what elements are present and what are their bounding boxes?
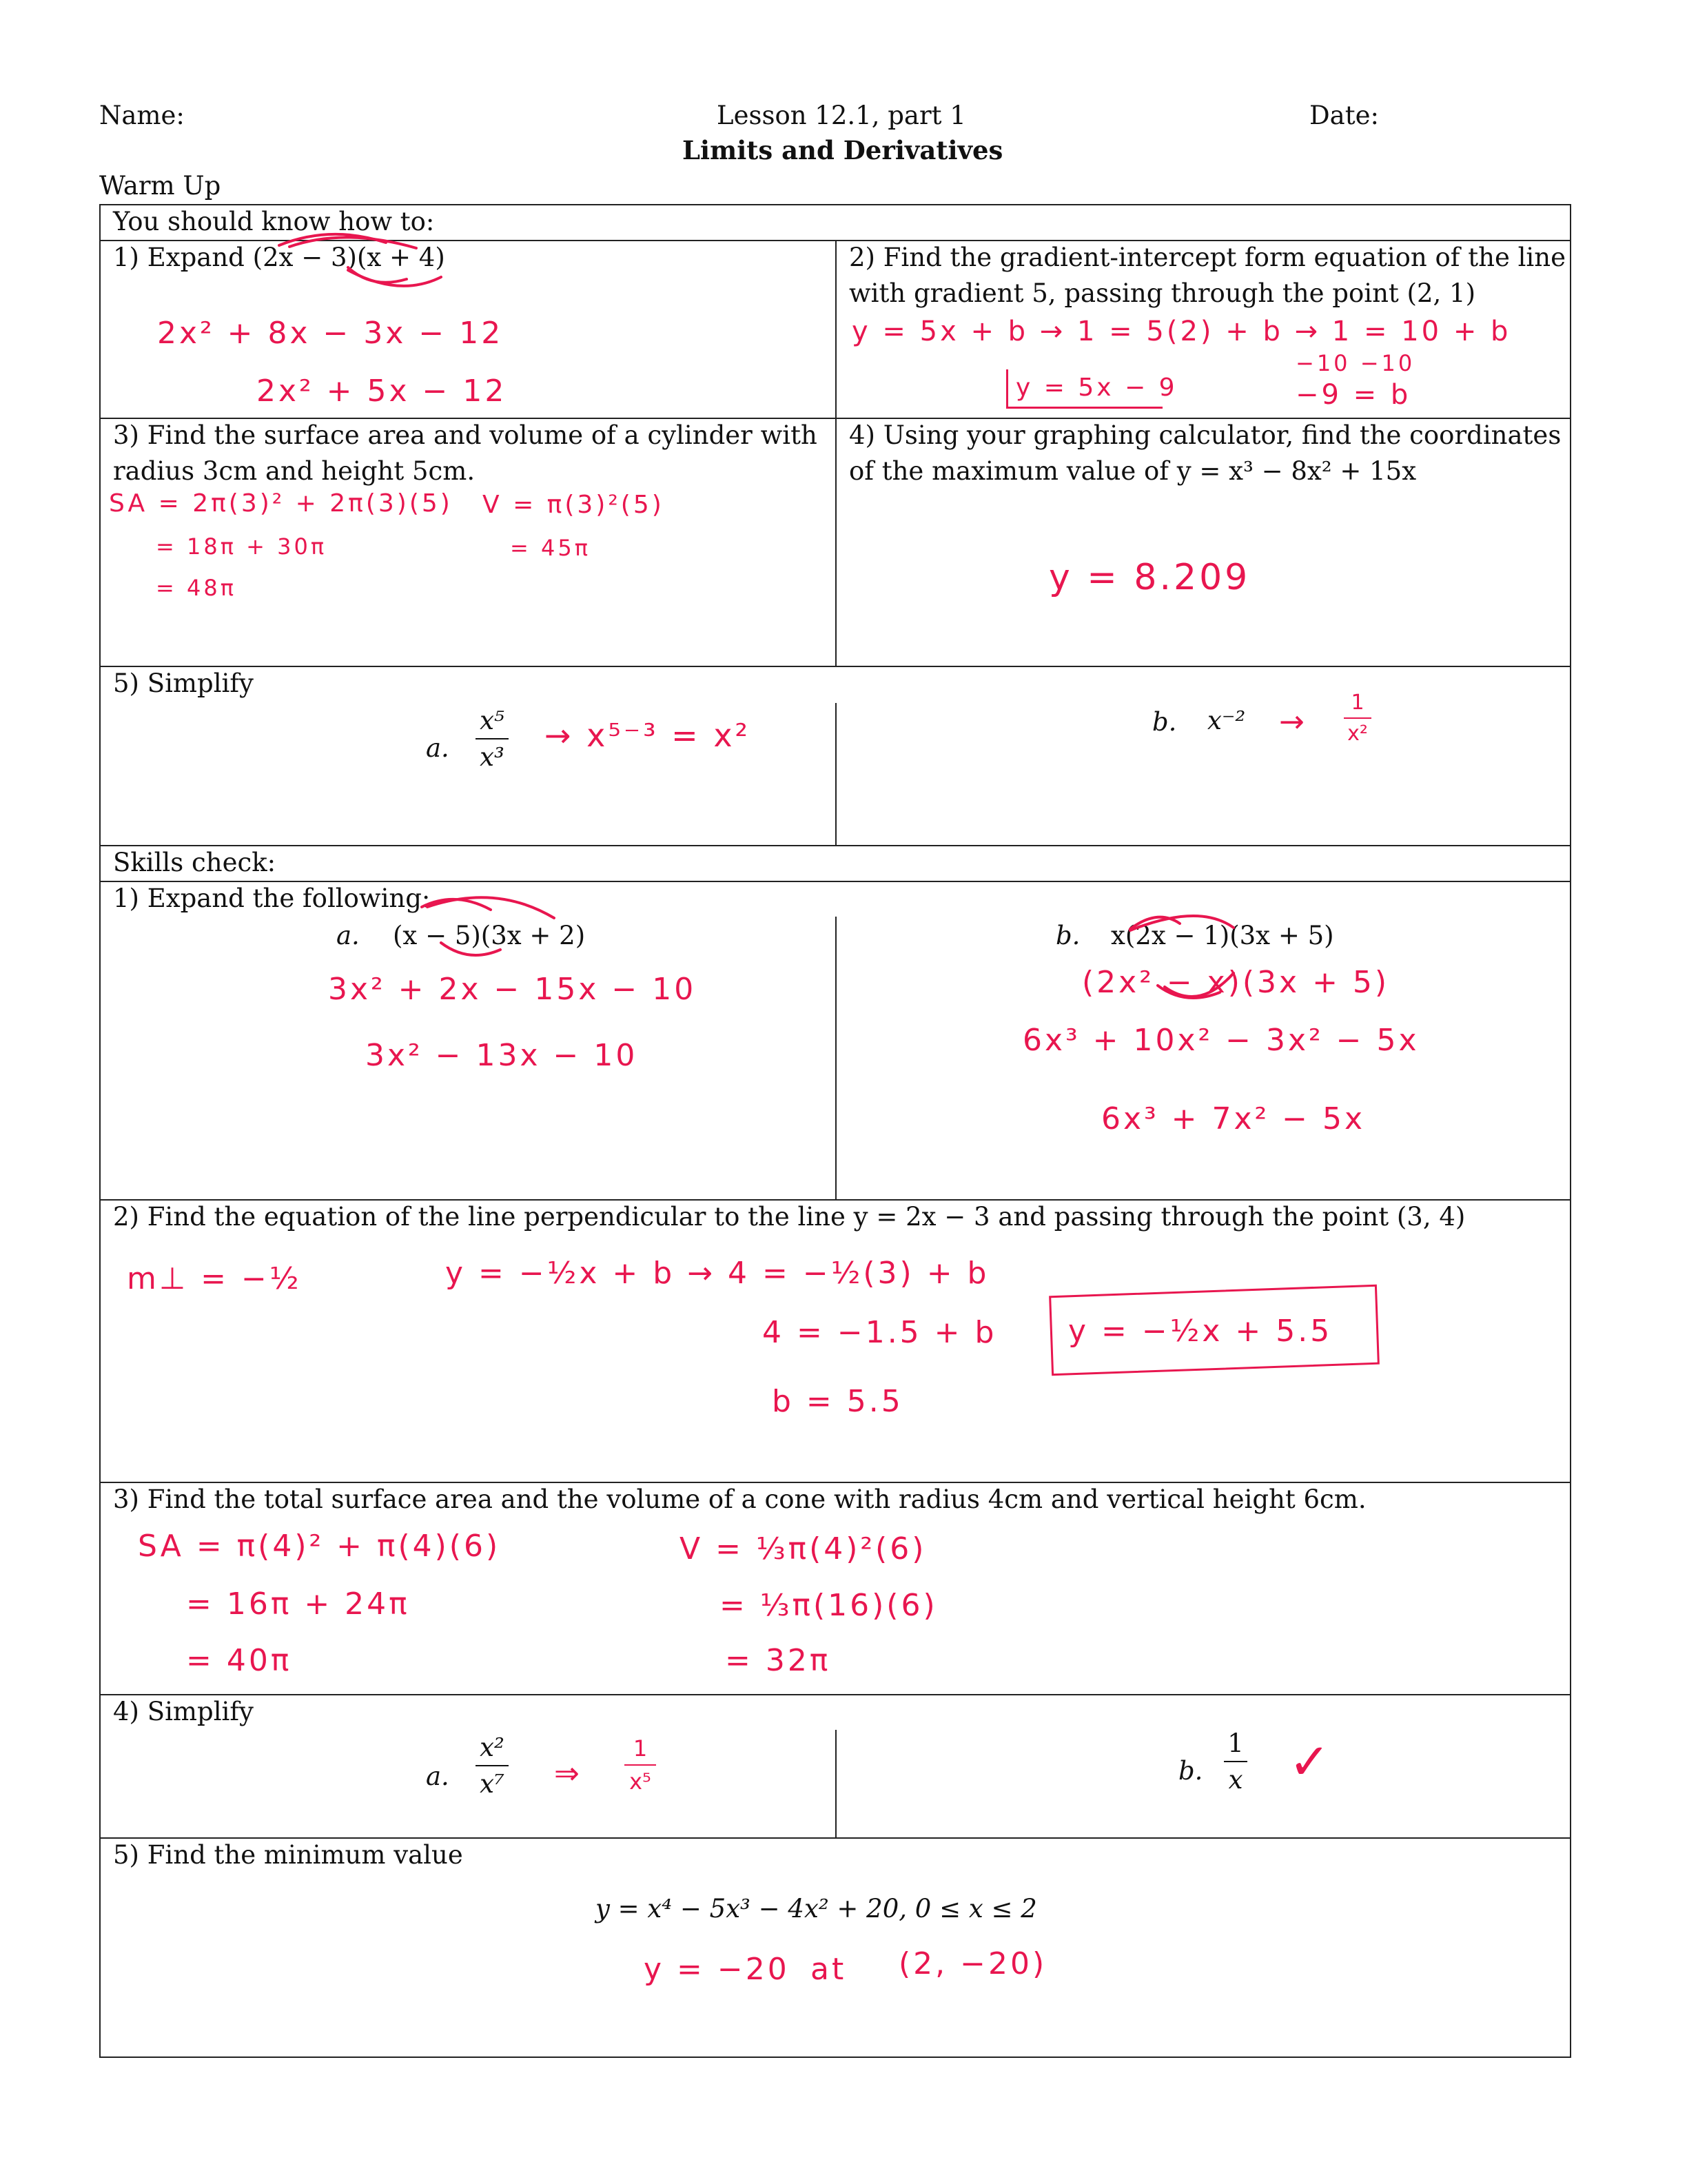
warmup-q1-work-line2: 2x² + 5x − 12	[256, 374, 507, 409]
skills-q2-answer: y = −½x + 5.5	[1068, 1314, 1333, 1349]
skills-q5-work-at: at	[810, 1952, 847, 1987]
warmup-q2-work-line1: y = 5x + b → 1 = 5(2) + b → 1 = 10 + b	[852, 316, 1511, 347]
skills-q5-expr: y = x⁴ − 5x³ − 4x² + 20, 0 ≤ x ≤ 2	[595, 1894, 1037, 1923]
skills-q2-question: 2) Find the equation of the line perpendicular to the line y = 2x − 3 and passing through the point (3, 4)	[113, 1202, 1466, 1232]
skills-q2-work-line1: m⊥ = −½	[127, 1261, 302, 1296]
warmup-q3-work-v-line2: = 45π	[510, 535, 591, 561]
warmup-q5-b-label: b.	[1152, 707, 1177, 737]
warmup-intro: You should know how to:	[113, 207, 435, 236]
table-border-bottom	[99, 2057, 1571, 2058]
fraction-bar	[476, 738, 509, 739]
warmup-q2-question-line1: 2) Find the gradient-intercept form equation of the line	[849, 243, 1566, 272]
warmup-q4-answer: y = 8.209	[1049, 557, 1251, 598]
skills-q3-work-sa-line3: = 40π	[186, 1643, 292, 1678]
skills-q3-question: 3) Find the total surface area and the volume of a cone with radius 4cm and vertical height 6cm.	[113, 1484, 1367, 1514]
warmup-q2-question-line2: with gradient 5, passing through the point (2, 1)	[849, 278, 1476, 308]
fraction-bar	[1224, 1761, 1247, 1762]
warmup-q3-work-sa-line3: = 48π	[156, 575, 236, 601]
skills-q2-work-line4: b = 5.5	[772, 1384, 903, 1419]
skills-q2-work-line3: 4 = −1.5 + b	[762, 1315, 997, 1350]
table-divider	[835, 703, 837, 845]
warmup-q3-work-sa-line1: SA = 2π(3)² + 2π(3)(5)	[109, 489, 453, 518]
fraction-denominator: x	[1228, 1765, 1243, 1795]
skills-q1-b-work-line1: (2x² − x)(3x + 5)	[1082, 965, 1390, 1000]
warmup-q3-work-sa-line2: = 18π + 30π	[156, 533, 327, 560]
table-border-right	[1570, 204, 1571, 2058]
skills-q4-a-arrow: ⇒	[554, 1756, 582, 1791]
fraction-bar	[624, 1764, 656, 1766]
fraction-bar	[1344, 717, 1371, 719]
skills-q5-question: 5) Find the minimum value	[113, 1840, 463, 1870]
skills-q4-b-label: b.	[1178, 1756, 1203, 1786]
fraction-denominator: x⁷	[480, 1769, 504, 1799]
skills-q1-b-label: b.	[1056, 921, 1081, 950]
skills-label: Skills check:	[113, 848, 276, 877]
table-divider	[835, 1730, 837, 1839]
fraction-numerator: 1	[1227, 1728, 1244, 1758]
warmup-q3-question-line2: radius 3cm and height 5cm.	[113, 456, 476, 486]
table-divider	[99, 1694, 1571, 1695]
skills-q1-a-expr: (x − 5)(3x + 2)	[393, 921, 586, 950]
warmup-q5-b-arrow: →	[1279, 704, 1307, 739]
table-divider	[99, 418, 1571, 419]
warmup-q3-work-v-line1: V = π(3)²(5)	[482, 491, 664, 519]
warmup-q5-b-expr: x⁻²	[1207, 706, 1246, 735]
fraction-denominator: x²	[1347, 722, 1368, 746]
warmup-q2-work-line3: −9 = b	[1296, 379, 1411, 411]
table-divider	[835, 917, 837, 1199]
skills-q3-work-sa-line2: = 16π + 24π	[186, 1586, 410, 1622]
table-divider	[99, 881, 1571, 882]
table-divider	[99, 1837, 1571, 1839]
skills-q1-a-work-line2: 3x² − 13x − 10	[365, 1038, 638, 1073]
name-label: Name:	[99, 101, 185, 130]
table-border-left	[99, 204, 101, 2058]
table-divider	[99, 1199, 1571, 1201]
skills-q3-work-v-line1: V = ⅓π(4)²(6)	[679, 1531, 927, 1566]
skills-q1-a-work-line1: 3x² + 2x − 15x − 10	[328, 972, 697, 1007]
skills-q4-b-fraction	[1224, 1728, 1247, 1795]
warmup-q2-answer: y = 5x − 9	[1016, 374, 1178, 402]
skills-q1-a-label: a.	[336, 921, 360, 950]
skills-q4-a-label: a.	[426, 1762, 449, 1791]
warmup-q1-work-line1: 2x² + 8x − 3x − 12	[157, 316, 504, 351]
skills-q1-question: 1) Expand the following:	[113, 884, 431, 913]
fraction-bar	[476, 1765, 509, 1766]
fraction-numerator: x⁵	[480, 706, 504, 735]
date-label: Date:	[1309, 101, 1379, 130]
skills-q2-work-line2: y = −½x + b → 4 = −½(3) + b	[445, 1256, 990, 1291]
table-divider	[99, 1482, 1571, 1483]
fraction-numerator: x²	[480, 1733, 504, 1762]
warmup-q5-a-fraction	[476, 706, 509, 772]
skills-q5-work-value: y = −20	[644, 1952, 790, 1987]
table-divider	[835, 240, 837, 667]
skills-q1-b-work-line3: 6x³ + 7x² − 5x	[1101, 1101, 1366, 1136]
check-mark-icon: ✓	[1289, 1733, 1333, 1790]
table-divider	[99, 666, 1571, 667]
skills-q4-a-work-fraction	[624, 1735, 656, 1795]
skills-q5-work-point: (2, −20)	[899, 1946, 1047, 1981]
table-divider	[99, 845, 1571, 846]
page-title: Limits and Derivatives	[682, 135, 1003, 165]
warmup-q5-a-label: a.	[426, 733, 449, 763]
warmup-q5-a-work: → x⁵⁻³ = x²	[544, 717, 750, 754]
warmup-q2-work-line2: −10 −10	[1296, 350, 1415, 376]
skills-q3-work-v-line2: = ⅓π(16)(6)	[719, 1588, 938, 1623]
warmup-q4-question-line1: 4) Using your graphing calculator, find the coordinates	[849, 420, 1562, 450]
skills-q1-b-expr: x(2x − 1)(3x + 5)	[1111, 921, 1334, 950]
fraction-denominator: x³	[480, 742, 504, 772]
table-border-top	[99, 204, 1571, 205]
skills-q3-work-v-line3: = 32π	[725, 1643, 831, 1678]
skills-q3-work-sa-line1: SA = π(4)² + π(4)(6)	[138, 1529, 501, 1564]
warmup-q5-question: 5) Simplify	[113, 669, 254, 698]
fraction-numerator: 1	[1351, 691, 1364, 715]
fraction-numerator: 1	[633, 1735, 648, 1762]
warmup-q4-question-line2: of the maximum value of y = x³ − 8x² + 15x	[849, 456, 1417, 486]
skills-q1-b-work-line2: 6x³ + 10x² − 3x² − 5x	[1023, 1023, 1420, 1058]
lesson-label: Lesson 12.1, part 1	[717, 101, 966, 130]
fraction-denominator: x⁵	[629, 1768, 651, 1795]
warmup-q5-b-work-fraction	[1344, 691, 1371, 746]
warmup-label: Warm Up	[99, 171, 221, 201]
skills-q4-question: 4) Simplify	[113, 1697, 254, 1726]
warmup-q1-question: 1) Expand (2x − 3)(x + 4)	[113, 243, 445, 272]
skills-q4-a-fraction	[476, 1733, 509, 1799]
warmup-q3-question-line1: 3) Find the surface area and volume of a cylinder with	[113, 420, 817, 450]
